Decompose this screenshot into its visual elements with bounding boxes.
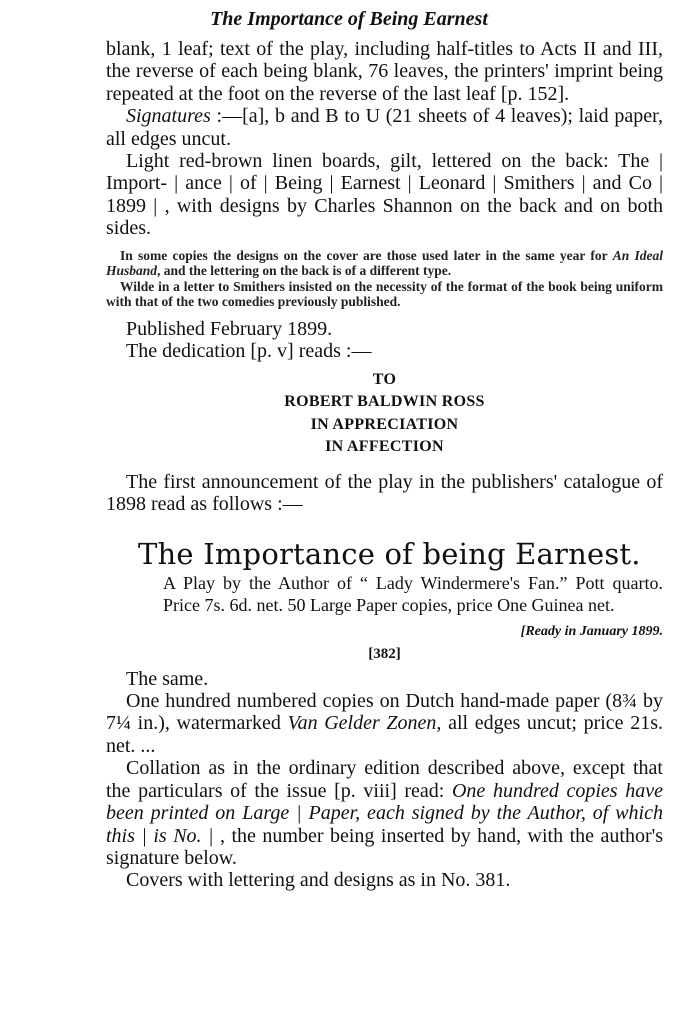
note-1 [106,248,663,279]
catalog-ready-note: [Ready in January 1899. [520,623,663,639]
copies-paragraph [106,690,663,757]
page-number: [382] [368,645,401,662]
catalog-body-text: A Play by the Author of “ Lady Windermere's Fan.” Pott quarto. Price 7s. 6d. net. 50 Large Paper copies, price One Guinea net. [163,572,663,615]
collation-text-a: Collation as in the ordinary edition described above, except that the particulars of the issue [p. viii] read: [106,757,663,802]
published-line: Published February 1899. [126,318,333,341]
large-paper-collation [106,757,663,869]
announcement-paragraph: The first announcement of the play in the publishers' catalogue of 1898 read as follows :— [106,470,663,516]
dedication-line: ROBERT BALDWIN ROSS [284,393,485,411]
running-head: The Importance of Being Earnest [210,8,488,30]
same-line: The same. [126,667,209,690]
copies-text-b: all edges uncut; price 21s. net. ... [106,712,663,757]
dedication-block [106,369,663,459]
signatures-label: Signatures [126,105,211,128]
collation-italic: One hundred copies have been printed on Large | Paper, each signed by the Author, of which this | is No. | [106,779,663,847]
dedication-intro: The dedication [p. v] reads :— [126,340,372,363]
dedication-line: TO [372,370,397,388]
dedication-line: IN APPRECIATION [310,415,459,433]
binding-paragraph: Light red-brown linen boards, gilt, lettered on the back: The | Import- | ance | of | Being | Earnest | Leonard | Smithers | and Co | 1899 | , with designs by Charles Shannon on the back and on both sides. [106,150,663,240]
catalog-entry [163,572,663,642]
note-1-text-a: In some copies the designs on the cover are those used later in the same year for [120,247,613,263]
collation-paragraph: blank, 1 leaf; text of the play, including half-titles to Acts II and III, the reverse of each being blank, 76 leaves, the printers' imprint being repeated at the foot on the reverse of the last leaf [p. 152]. [106,38,663,105]
main-text [106,38,663,892]
signatures-paragraph [106,105,663,150]
catalog-title: The Importance of being Earnest. [138,536,641,571]
covers-line: Covers with lettering and designs as in No. 381. [126,869,511,892]
watermark-name: Van Gelder Zonen, [287,712,442,735]
note-1-title: An Ideal Husband [106,247,663,279]
note-1-text-b: , and the lettering on the back is of a different type. [157,263,452,279]
signatures-text: :—[a], b and B to U (21 sheets of 4 leaves); laid paper, all edges uncut. [106,105,663,150]
collation-text-b: , the number being inserted by hand, with the author's signature below. [106,824,663,869]
dedication-line: IN AFFECTION [325,438,444,456]
notes-block [106,248,663,310]
copies-text-a: One hundred numbered copies on Dutch hand-made paper (8¾ by 7¼ in.), watermarked [106,690,663,735]
note-2: Wilde in a letter to Smithers insisted on the necessity of the format of the book being uniform with that of the two comedies previously published. [106,278,663,310]
